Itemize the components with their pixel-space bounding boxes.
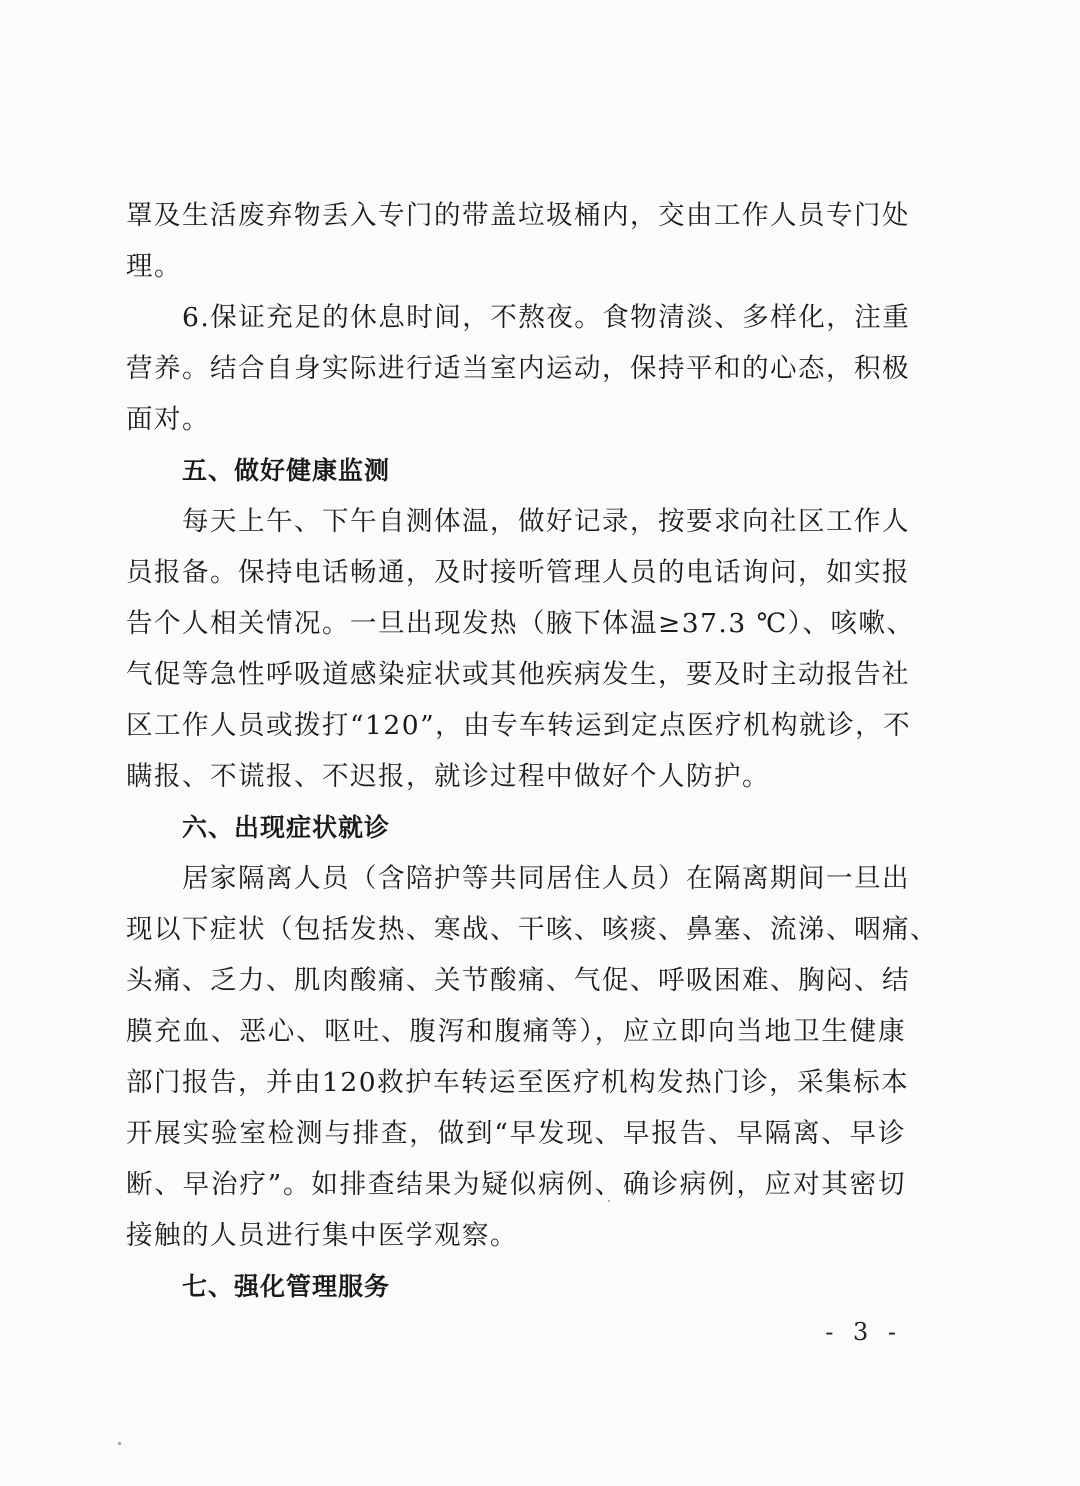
body-line: 接触的人员进行集中医学观察。 — [126, 1220, 518, 1251]
body-line: 膜充血、恶心、呕吐、腹泻和腹痛等），应立即向当地卫生健康 — [126, 1016, 906, 1047]
scan-speck — [608, 1200, 610, 1202]
body-line: 罩及生活废弃物丢入专门的带盖垃圾桶内，交由工作人员专门处 — [126, 200, 910, 231]
body-line: 理。 — [126, 251, 182, 282]
section-heading-6: 六、出现症状就诊 — [182, 813, 391, 842]
document-body — [126, 190, 938, 1312]
section-heading-5: 五、做好健康监测 — [182, 456, 391, 485]
page-number: - 3 - — [825, 1318, 902, 1346]
body-line: 瞒报、不谎报、不迟报，就诊过程中做好个人防护。 — [126, 761, 770, 792]
body-line: 断、早治疗”。如排查结果为疑似病例、确诊病例，应对其密切 — [126, 1169, 906, 1200]
section-heading-7: 七、强化管理服务 — [182, 1272, 391, 1301]
scan-speck — [118, 1442, 121, 1445]
body-line: 面对。 — [126, 404, 210, 435]
body-line: 员报备。保持电话畅通，及时接听管理人员的电话询问，如实报 — [126, 557, 910, 588]
body-line: 告个人相关情况。一旦出现发热（腋下体温≥37.3 ℃）、咳嗽、 — [126, 608, 915, 639]
body-line: 6.保证充足的休息时间，不熬夜。食物清淡、多样化，注重 — [182, 302, 911, 333]
body-line: 居家隔离人员（含陪护等共同居住人员）在隔离期间一旦出 — [182, 863, 910, 894]
body-line: 区工作人员或拨打“120”，由专车转运到定点医疗机构就诊，不 — [126, 710, 912, 741]
body-line: 开展实验室检测与排查，做到“早发现、早报告、早隔离、早诊 — [126, 1118, 906, 1149]
body-line: 气促等急性呼吸道感染症状或其他疾病发生，要及时主动报告社 — [126, 659, 910, 690]
body-line: 部门报告，并由120救护车转运至医疗机构发热门诊，采集标本 — [126, 1067, 910, 1098]
body-line: 每天上午、下午自测体温，做好记录，按要求向社区工作人 — [182, 506, 910, 537]
body-line: 头痛、乏力、肌肉酸痛、关节酸痛、气促、呼吸困难、胸闷、结 — [126, 965, 910, 996]
body-line: 营养。结合自身实际进行适当室内运动，保持平和的心态，积极 — [126, 353, 910, 384]
body-line: 现以下症状（包括发热、寒战、干咳、咳痰、鼻塞、流涕、咽痛、 — [126, 914, 938, 945]
